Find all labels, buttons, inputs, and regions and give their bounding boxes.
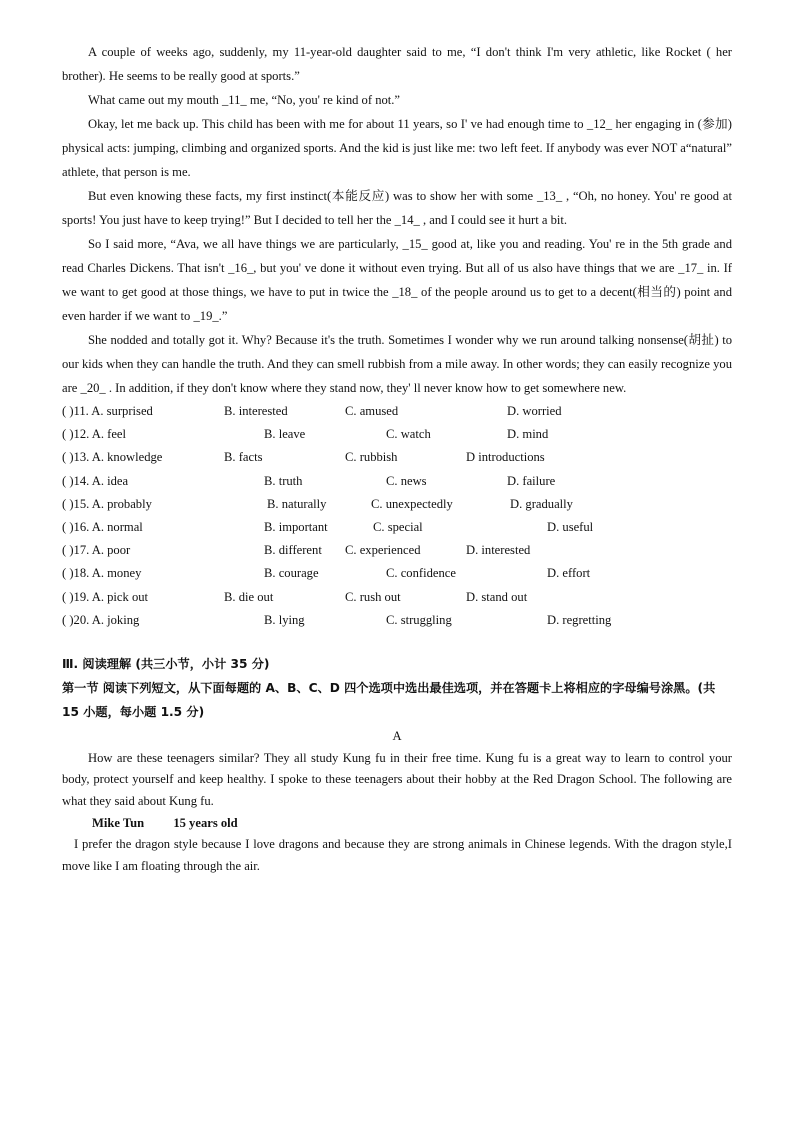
speaker-name: Mike Tun xyxy=(92,816,145,831)
option-d: D. gradually xyxy=(510,496,573,511)
option-b: B. facts xyxy=(224,450,263,465)
option-c: C. unexpectedly xyxy=(371,496,453,511)
question-number-option-a: ( )13. A. knowledge xyxy=(62,450,163,465)
question-row-12 xyxy=(62,423,732,446)
passage-paragraph-6: She nodded and totally got it. Why? Because it's the truth. Sometimes I wonder why we run around talking nonsense(胡扯) to our kids when they can handle the truth. And they can smell rubbish from a mile away. In other words; they can easily recognize you are _20_ . In addition, if they don't know where they stand now, they' ll never know how to get somewhere new. xyxy=(62,333,732,395)
question-row-13 xyxy=(62,446,732,469)
worksheet-page xyxy=(62,40,732,877)
question-number-option-a: ( )14. A. idea xyxy=(62,473,129,488)
question-number-option-a: ( )16. A. normal xyxy=(62,519,143,534)
option-c: C. struggling xyxy=(386,612,452,627)
question-row-11 xyxy=(62,400,732,423)
question-number-option-a: ( )12. A. feel xyxy=(62,427,126,442)
reading-intro: How are these teenagers similar? They all study Kung fu in their free time. Kung fu is a great way to learn to control your body, protect yourself and keep healthy. I spoke to these teenagers about their hobby at the Red Dragon School. The following are what they said about Kung fu. xyxy=(62,750,732,808)
option-c: C. special xyxy=(373,519,423,534)
passage-paragraph-5: So I said more, “Ava, we all have things we are particularly, _15_ good at, like you and reading. You' re in the 5th grade and read Charles Dickens. That isn't _16_, but you' ve done it without even trying. But all of us also have things that we are _17_ in. If we want to get good at those things, we have to put in twice the _18_ of the people around us to get to a decent(相当的) point and even harder if we want to _19_.” xyxy=(62,237,732,323)
option-d: D. useful xyxy=(547,519,594,534)
question-options xyxy=(62,400,732,632)
option-c: C. amused xyxy=(345,404,399,418)
option-c: C. watch xyxy=(386,427,431,442)
question-number-option-a: ( )20. A. joking xyxy=(62,612,140,627)
speaker-header xyxy=(62,812,732,834)
speaker-age: 15 years old xyxy=(173,816,238,831)
option-b: B. interested xyxy=(224,404,288,418)
option-b: B. courage xyxy=(264,566,319,581)
passage-paragraph-2: What came out my mouth _11_ me, “No, you' re kind of not.” xyxy=(88,93,401,107)
question-row-17 xyxy=(62,539,732,562)
option-d: D. effort xyxy=(547,566,591,581)
option-b: B. truth xyxy=(264,473,303,488)
option-d: D. interested xyxy=(466,543,531,558)
option-b: B. different xyxy=(264,543,322,558)
passage-label: A xyxy=(392,728,402,743)
question-number-option-a: ( )15. A. probably xyxy=(62,496,152,511)
option-c: C. confidence xyxy=(386,566,456,581)
question-number-option-a: ( )19. A. pick out xyxy=(62,589,149,604)
option-b: B. lying xyxy=(264,612,305,627)
passage-paragraph-1: A couple of weeks ago, suddenly, my 11-year-old daughter said to me, “I don't think I'm very athletic, like Rocket ( her brother). He seems to be really good at sports.” xyxy=(62,45,732,83)
option-d: D. stand out xyxy=(466,589,528,604)
option-c: C. rubbish xyxy=(345,450,398,465)
option-d: D. regretting xyxy=(547,612,612,627)
option-b: B. important xyxy=(264,519,328,534)
option-c: C. experienced xyxy=(345,543,421,558)
cloze-passage xyxy=(62,40,732,400)
option-c: C. news xyxy=(386,473,427,488)
question-number-option-a: ( )18. A. money xyxy=(62,566,142,581)
section-instruction: 第一节 阅读下列短文，从下面每题的 A、B、C、D 四个选项中选出最佳选项，并在答题卡上将相应的字母编号涂黑。(共 15 小题，每小题 1.5 分) xyxy=(62,680,716,719)
option-c: C. rush out xyxy=(345,589,401,604)
question-number-option-a: ( )17. A. poor xyxy=(62,543,131,558)
passage-paragraph-3: Okay, let me back up. This child has been with me for about 11 years, so I' ve had enough time to _12_ her engaging in (参加) physical acts: jumping, climbing and organized sports. And the kid is just like me: two left feet. If anybody was ever NOT a“natural” athlete, that person is me. xyxy=(62,117,732,179)
question-row-15 xyxy=(62,493,732,516)
option-d: D. worried xyxy=(507,404,562,418)
speaker-text: I prefer the dragon style because I love dragons and because they are strong animals in Chinese legends. With the dragon style,I move like I am floating through the air. xyxy=(62,837,732,873)
option-d: D introductions xyxy=(466,450,545,465)
option-d: D. failure xyxy=(507,473,556,488)
option-d: D. mind xyxy=(507,427,549,442)
section-heading: Ⅲ. 阅读理解 (共三小节，小计 35 分) xyxy=(62,656,270,671)
question-row-18 xyxy=(62,562,732,585)
question-row-20 xyxy=(62,609,732,632)
question-row-16 xyxy=(62,516,732,539)
passage-paragraph-4: But even knowing these facts, my first instinct(本能反应) was to show her with some _13_ , “Oh, no honey. You' re good at sports! You just have to keep trying!” But I decided to tell her the _14_ , and I could see it hurt a bit. xyxy=(62,189,732,227)
option-b: B. naturally xyxy=(267,496,327,511)
option-b: B. die out xyxy=(224,589,274,604)
option-b: B. leave xyxy=(264,427,306,442)
question-row-14 xyxy=(62,470,732,493)
question-row-19 xyxy=(62,586,732,609)
question-number-option-a: ( )11. A. surprised xyxy=(62,404,153,418)
